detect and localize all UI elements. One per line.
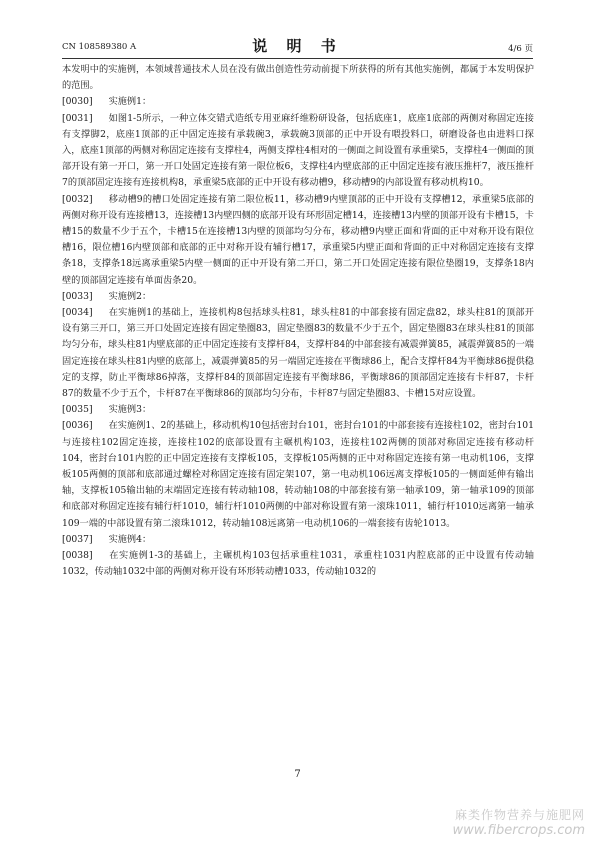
page-number: 7 xyxy=(294,769,301,780)
paragraph-number: [0030] xyxy=(62,96,93,108)
paragraph-text: 实施例1： xyxy=(108,96,152,108)
paragraph-text: 实施例2： xyxy=(108,290,152,302)
paragraph xyxy=(62,62,534,94)
paragraph-text: 移动槽9的槽口处固定连接有第二限位板11，移动槽9内壁顶部的正中开设有支撑槽12，承重梁5底部的两侧对称开设有连接槽13，连接槽13内壁四侧的底部开设有环形固定槽14，连接槽13内壁的顶部开设有卡槽15，卡槽15的数量不少于五个，卡槽15在连接槽13内壁的顶部均匀分布，移动槽9内壁正面和背面的正中对称开设有限位槽16，限位槽16内壁顶部和底部的正中对称开设有辅行槽17，承重梁5内壁正面和背面的正中对称固定连接有支撑条18，支撑条18远离承重梁5内壁一侧面的正中开设有第二开口，第二开口处固定连接有限位垫圈19，支撑条18内壁的顶部固定连接有单面齿条20。 xyxy=(62,193,534,286)
paragraph xyxy=(62,402,534,418)
paragraph-text: 在实施例1-3的基础上，主碾机构103包括承重柱1031，承重柱1031内腔底部的正中设置有传动轴1032，传动轴1032中部的两侧对称开设有环形转动槽1033，传动轴1032的 xyxy=(62,550,534,578)
paragraph-number: [0038] xyxy=(62,550,93,562)
paragraph-number: [0037] xyxy=(62,533,93,545)
watermark-site-name: 麻类作物营养与施肥网 xyxy=(454,808,585,822)
paragraph-number: [0034] xyxy=(62,307,93,319)
header-rule xyxy=(62,58,533,59)
document-title: 说 明 书 xyxy=(252,37,343,55)
paragraph-number: [0035] xyxy=(62,404,93,416)
paragraph xyxy=(62,94,534,110)
paragraph-text: 实施例3： xyxy=(108,404,152,416)
paragraph xyxy=(62,532,534,548)
paragraph-text: 在实施例1、2的基础上，移动机构10包括密封台101，密封台101的中部套接有连接柱102，密封台101与连接柱102固定连接，连接柱102的底部设置有主碾机构103，连接柱102两侧的顶部对称固定连接有移动杆104，密封台101内腔的正中固定连接有支撑板105，支撑板105两侧的正中对称固定连接有第一电动机106，支撑板105两侧的顶部和底部通过螺栓对称固定连接有固定架107，第一电动机106远离支撑板105的一侧面延伸有输出轴，支撑板105输出轴的末端固定连接有转动轴108，转动轴108的中部套接有第一轴承109，第一轴承109的顶部和底部对称固定连接有辅行杆1010，辅行杆1010两侧的中部对称设置有第一滚珠1011，辅行杆1010远离第一轴承109一端的中部设置有第二滚珠1012，转动轴108远离第一电动机106的一端套接有齿轮1013。 xyxy=(62,420,534,529)
paragraph-number: [0036] xyxy=(62,420,93,432)
paragraph xyxy=(62,418,534,531)
paragraph-text: 如图1-5所示，一种立体交错式造纸专用亚麻纤维粉研设备，包括底座1，底座1底部的两侧对称固定连接有支撑脚2，底座1顶部的正中固定连接有承载碗3，承载碗3顶部的正中开设有喂投料口，研磨设备也由进料口探入，底座1顶部的两侧对称固定连接有支撑柱4，两侧支撑柱4相对的一侧面之间设置有承重梁5，支撑柱4一侧面的顶部开设有第一开口，第一开口处固定连接有第一限位板6，支撑柱4内壁底部的正中固定连接有液压推杆7，液压推杆7的顶部固定连接有连接机构8，承重梁5底部的正中开设有移动槽9，移动槽9的内部设置有移动机构10。 xyxy=(62,112,534,189)
document-body xyxy=(62,62,534,778)
paragraph-number: [0031] xyxy=(62,112,93,124)
paragraph-text: 在实施例1的基础上，连接机构8包括球头柱81，球头柱81的中部套接有固定盘82，球头柱81的顶部开设有第三开口，第三开口处固定连接有固定垫圈83，固定垫圈83的数量不少于五个，固定垫圈83在球头柱81的顶部均匀分布，球头柱81内壁底部的正中固定连接有支撑杆84，支撑杆84的中部套接有减震弹簧85，减震弹簧85的一端固定连接在球头柱81内壁的底部上，减震弹簧85的另一端固定连接在平衡球86上，配合支撑杆84为平衡球86提供稳定的支撑，防止平衡球86掉落，支撑杆84的顶部固定连接有平衡球86，平衡球86的顶部固定连接有卡杆87，卡杆87的数量不少于五个，卡杆87在平衡球86的顶部均匀分布，卡杆87与固定垫圈83、卡槽15对应设置。 xyxy=(62,307,534,400)
paragraph xyxy=(62,548,534,580)
paragraph-text: 实施例4： xyxy=(108,533,152,545)
paragraph xyxy=(62,111,534,192)
paragraph-number: [0032] xyxy=(62,193,93,205)
paragraph xyxy=(62,289,534,305)
paragraph xyxy=(62,192,534,289)
paragraph xyxy=(62,305,534,402)
site-watermark xyxy=(452,806,585,838)
paragraph-text: 本发明中的实施例，本领域普通技术人员在没有做出创造性劳动前提下所获得的所有其他实施例，都属于本发明保护的范围。 xyxy=(62,64,534,92)
patent-number: CN 108589380 A xyxy=(62,42,137,52)
paragraph-number: [0033] xyxy=(62,290,93,302)
page-header xyxy=(62,34,533,56)
page-count: 4/6 页 xyxy=(508,44,533,54)
watermark-url: www.fibercrops.com xyxy=(452,823,585,838)
